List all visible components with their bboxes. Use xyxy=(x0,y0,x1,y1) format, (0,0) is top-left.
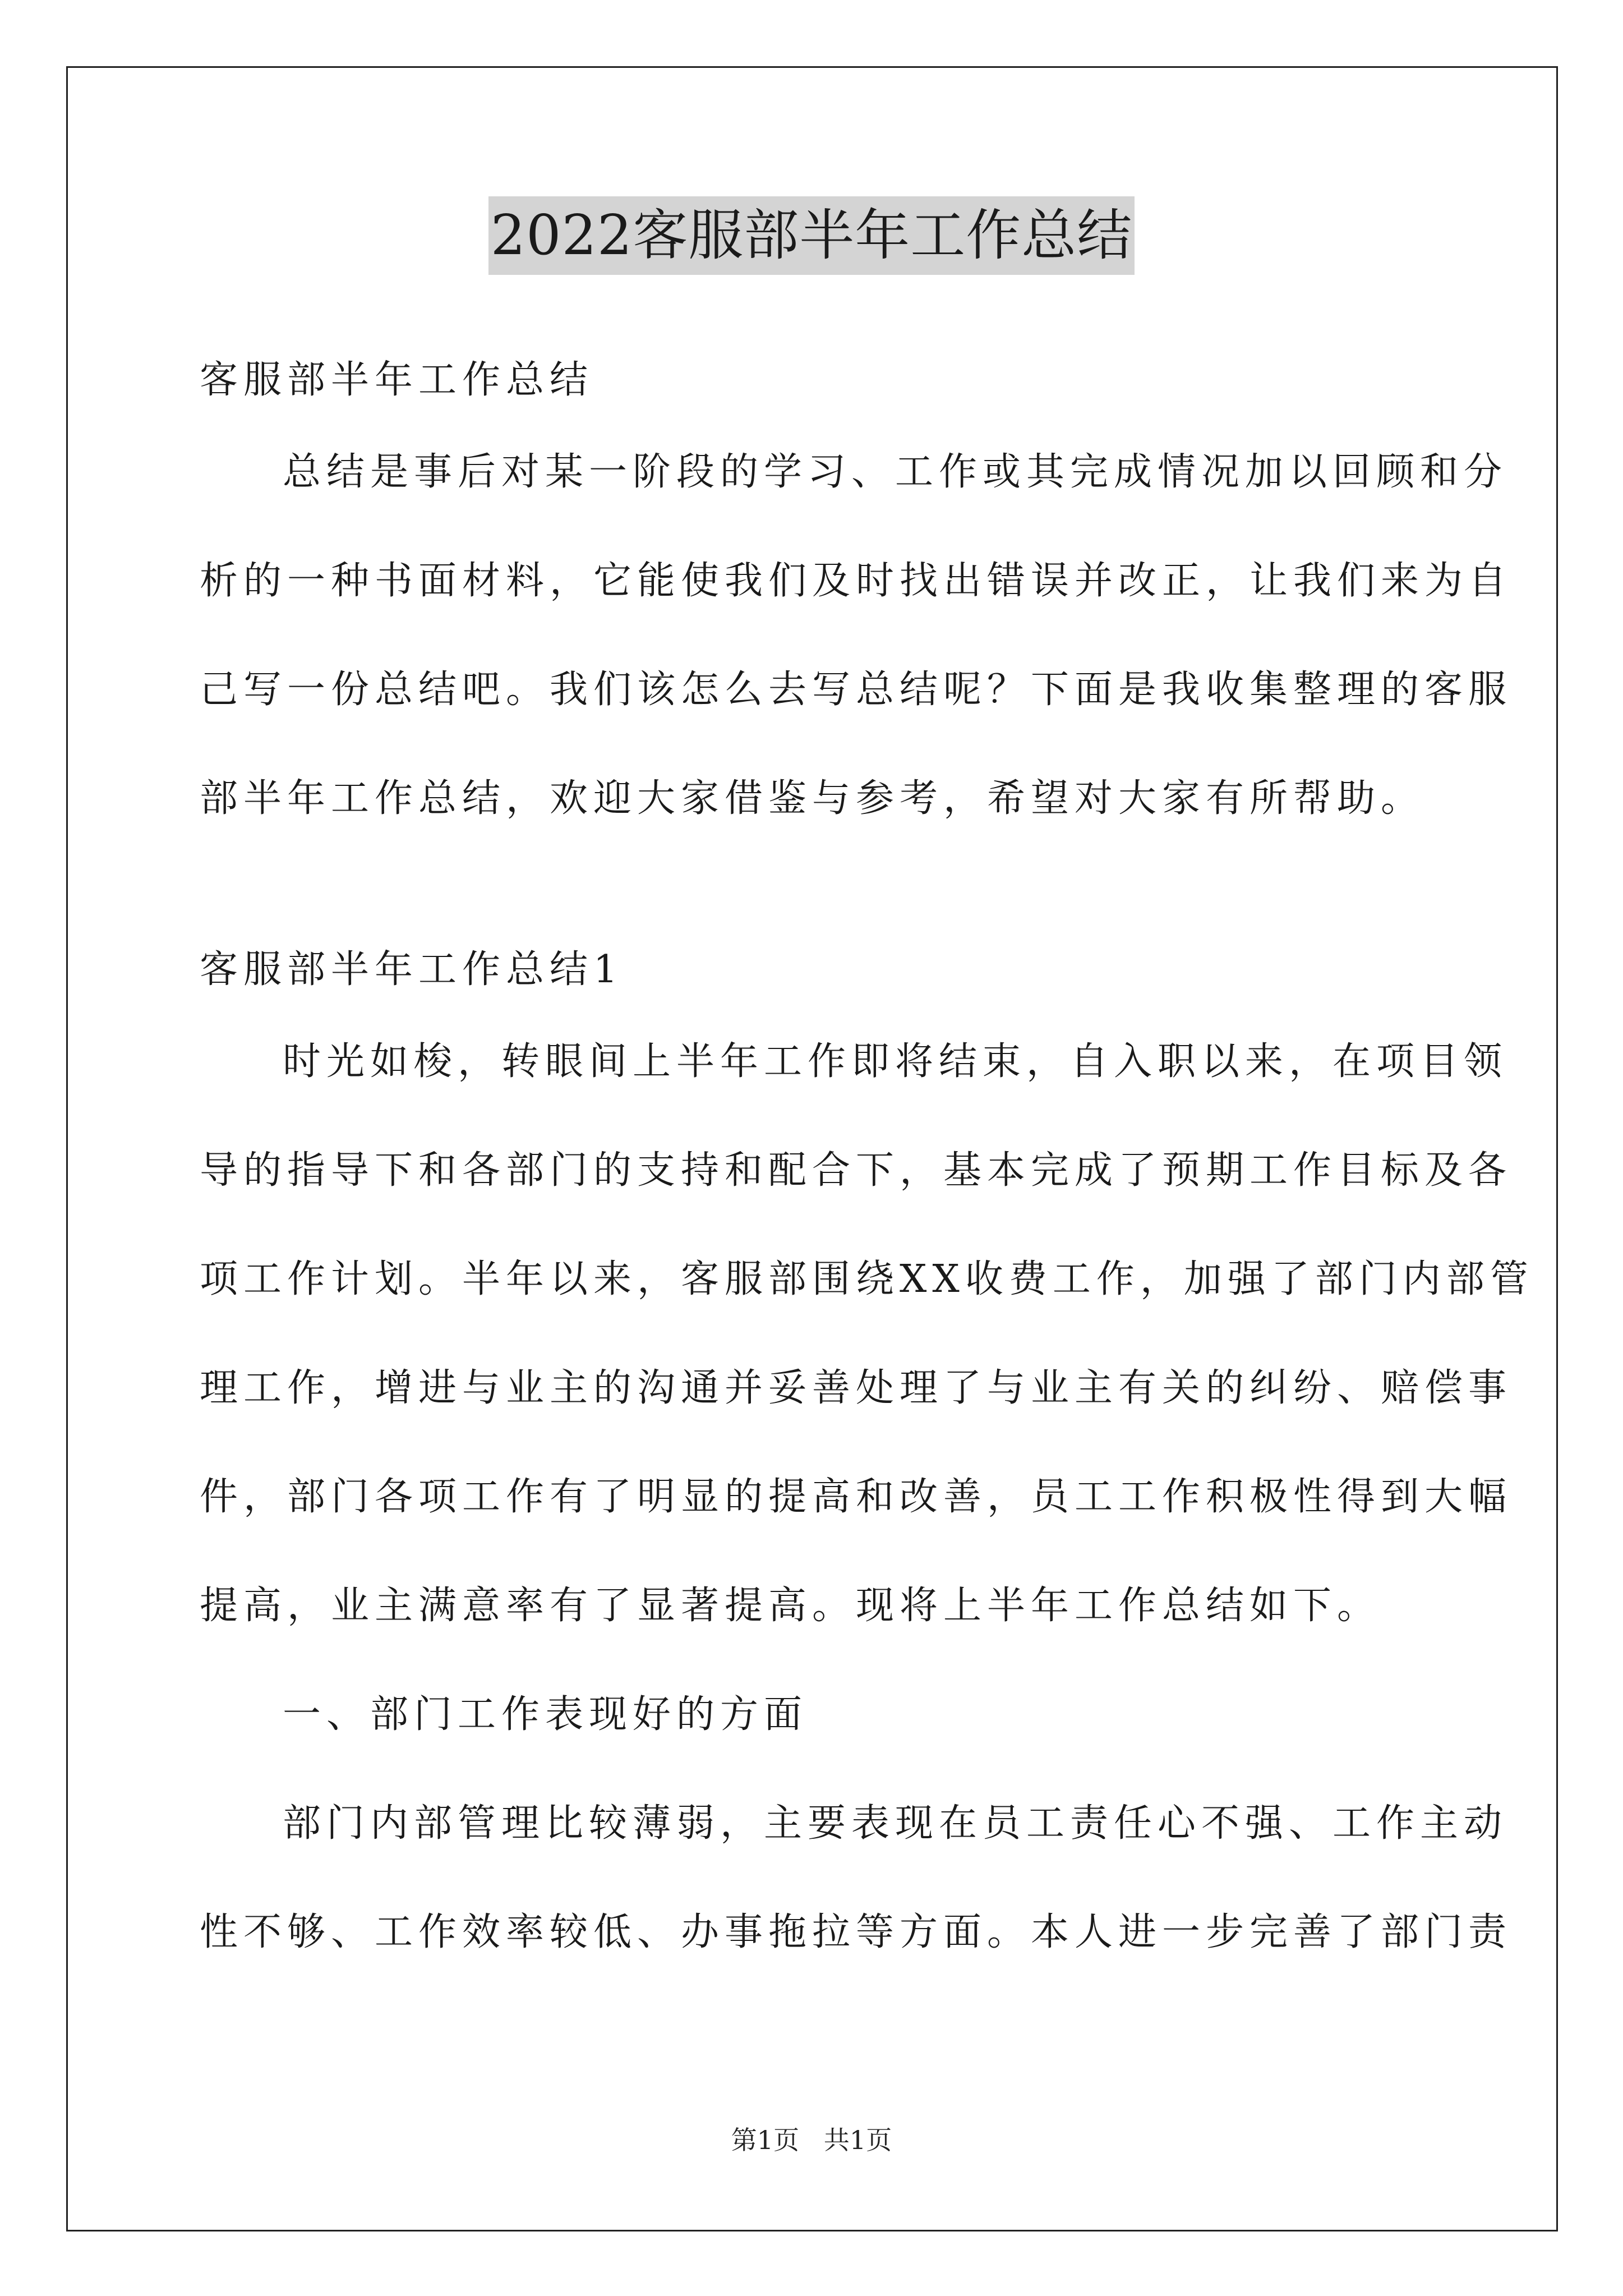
subsection-heading: 一、部门工作表现好的方面 xyxy=(283,1692,808,1737)
intro-paragraph-line: 总结是事后对某一阶段的学习、工作或其完成情况加以回顾和分 xyxy=(283,450,1508,494)
intro-paragraph-line: 己写一份总结吧。我们该怎么去写总结呢？下面是我收集整理的客服 xyxy=(200,668,1513,712)
document-body xyxy=(200,342,1534,1987)
title-container xyxy=(0,196,1623,275)
subsection-paragraph-line: 性不够、工作效率较低、办事拖拉等方面。本人进一步完善了部门责 xyxy=(200,1910,1513,1954)
section-paragraph-line: 件，部门各项工作有了明显的提高和改善，员工工作积极性得到大幅 xyxy=(200,1475,1513,1519)
intro-heading: 客服部半年工作总结 xyxy=(200,358,594,402)
section-paragraph-line: 项工作计划。半年以来，客服部围绕XX收费工作，加强了部门内部管 xyxy=(200,1257,1534,1301)
section-paragraph-line: 导的指导下和各部门的支持和配合下，基本完成了预期工作目标及各 xyxy=(200,1148,1513,1193)
document-title: 2022客服部半年工作总结 xyxy=(488,196,1135,275)
page-footer: 第1页 共1页 xyxy=(731,2125,892,2155)
subsection-paragraph-line: 部门内部管理比较薄弱，主要表现在员工责任心不强、工作主动 xyxy=(283,1801,1508,1846)
section-paragraph-line: 提高，业主满意率有了显著提高。现将上半年工作总结如下。 xyxy=(200,1584,1381,1628)
intro-paragraph-line: 析的一种书面材料，它能使我们及时找出错误并改正，让我们来为自 xyxy=(200,559,1513,603)
section-paragraph-line: 理工作，增进与业主的沟通并妥善处理了与业主有关的纠纷、赔偿事 xyxy=(200,1366,1513,1410)
section-paragraph-line: 时光如梭，转眼间上半年工作即将结束，自入职以来，在项目领 xyxy=(283,1039,1508,1084)
intro-paragraph-line: 部半年工作总结，欢迎大家借鉴与参考，希望对大家有所帮助。 xyxy=(200,776,1425,821)
section-heading: 客服部半年工作总结1 xyxy=(200,947,624,992)
